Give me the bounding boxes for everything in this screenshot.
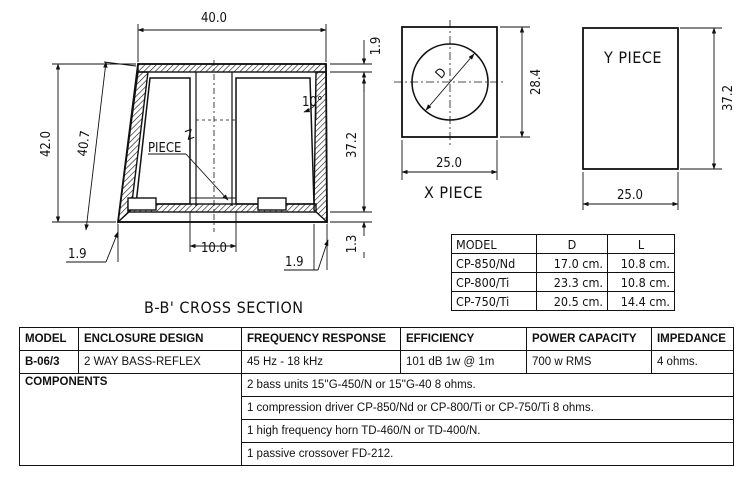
label-section: B-B' CROSS SECTION [144,298,304,317]
label-x-piece: X PIECE [424,183,484,202]
efficiency-value: 101 dB 1w @ 1m [400,351,526,374]
l-cell: 10.8 cm. [608,254,675,273]
header-enclosure: ENCLOSURE DESIGN [79,328,242,351]
model-cell: CP-800/Ti [452,273,537,292]
header-efficiency: EFFICIENCY [400,328,526,351]
frequency-value: 45 Hz - 18 kHz [241,351,400,374]
enclosure-value: 2 WAY BASS-REFLEX [79,351,242,374]
dim-top-thickness: 1.9 [369,36,384,56]
dim-height-37: 37.2 [345,131,360,159]
d-cell: 17.0 cm. [537,254,608,273]
dim-angle: 10° [302,95,323,110]
dim-bottom-center: 10.0 [200,241,228,256]
header-impedance: IMPEDANCE [651,328,733,351]
table-row [452,254,675,273]
d-cell: 23.3 cm. [537,273,608,292]
spec-header-row [20,328,734,351]
header-frequency: FREQUENCY RESPONSE [241,328,400,351]
x-piece-d: D [432,65,450,83]
dim-top-width: 40.0 [200,11,228,26]
d-cell: 20.5 cm. [537,292,608,311]
header-model: MODEL [452,235,537,254]
dim-bottom-right: 1.9 [285,255,304,270]
model-value: B-06/3 [20,351,79,374]
component-item: 1 passive crossover FD-212. [241,443,733,466]
table-row [452,273,675,292]
y-piece-height: 37.2 [721,84,736,112]
header-l: L [608,235,675,254]
label-z: Z [182,124,196,142]
dim-inner-height: 40.7 [75,129,94,158]
dim-overall-height: 42.0 [39,130,54,158]
components-label: COMPONENTS [20,374,242,466]
y-piece-width: 25.0 [616,188,644,203]
label-piece: PIECE [148,141,182,156]
top-panel [138,64,326,72]
l-cell: 14.4 cm. [608,292,675,311]
driver-models-table [451,234,675,311]
table-header-row [452,235,675,254]
x-piece-width: 25.0 [435,156,463,171]
label-y-piece: Y PIECE [604,48,663,67]
component-item: 1 compression driver CP-850/Nd or CP-800/Ti or CP-750/Ti 8 ohms. [241,397,733,420]
header-model: MODEL [20,328,79,351]
power-value: 700 w RMS [526,351,651,374]
component-row [20,374,734,397]
spec-table [19,327,734,466]
component-item: 1 high frequency horn TD-460/N or TD-400/N. [241,420,733,443]
spec-value-row [20,351,734,374]
header-power: POWER CAPACITY [526,328,651,351]
component-item: 2 bass units 15''G-450/N or 15''G-40 8 ohms. [241,374,733,397]
header-d: D [537,235,608,254]
x-piece-height: 28.4 [529,68,544,96]
impedance-value: 4 ohms. [651,351,733,374]
model-cell: CP-850/Nd [452,254,537,273]
dim-base-gap: 1.3 [345,234,360,254]
model-cell: CP-750/Ti [452,292,537,311]
dim-bottom-left: 1.9 [68,247,87,262]
table-row [452,292,675,311]
l-cell: 10.8 cm. [608,273,675,292]
